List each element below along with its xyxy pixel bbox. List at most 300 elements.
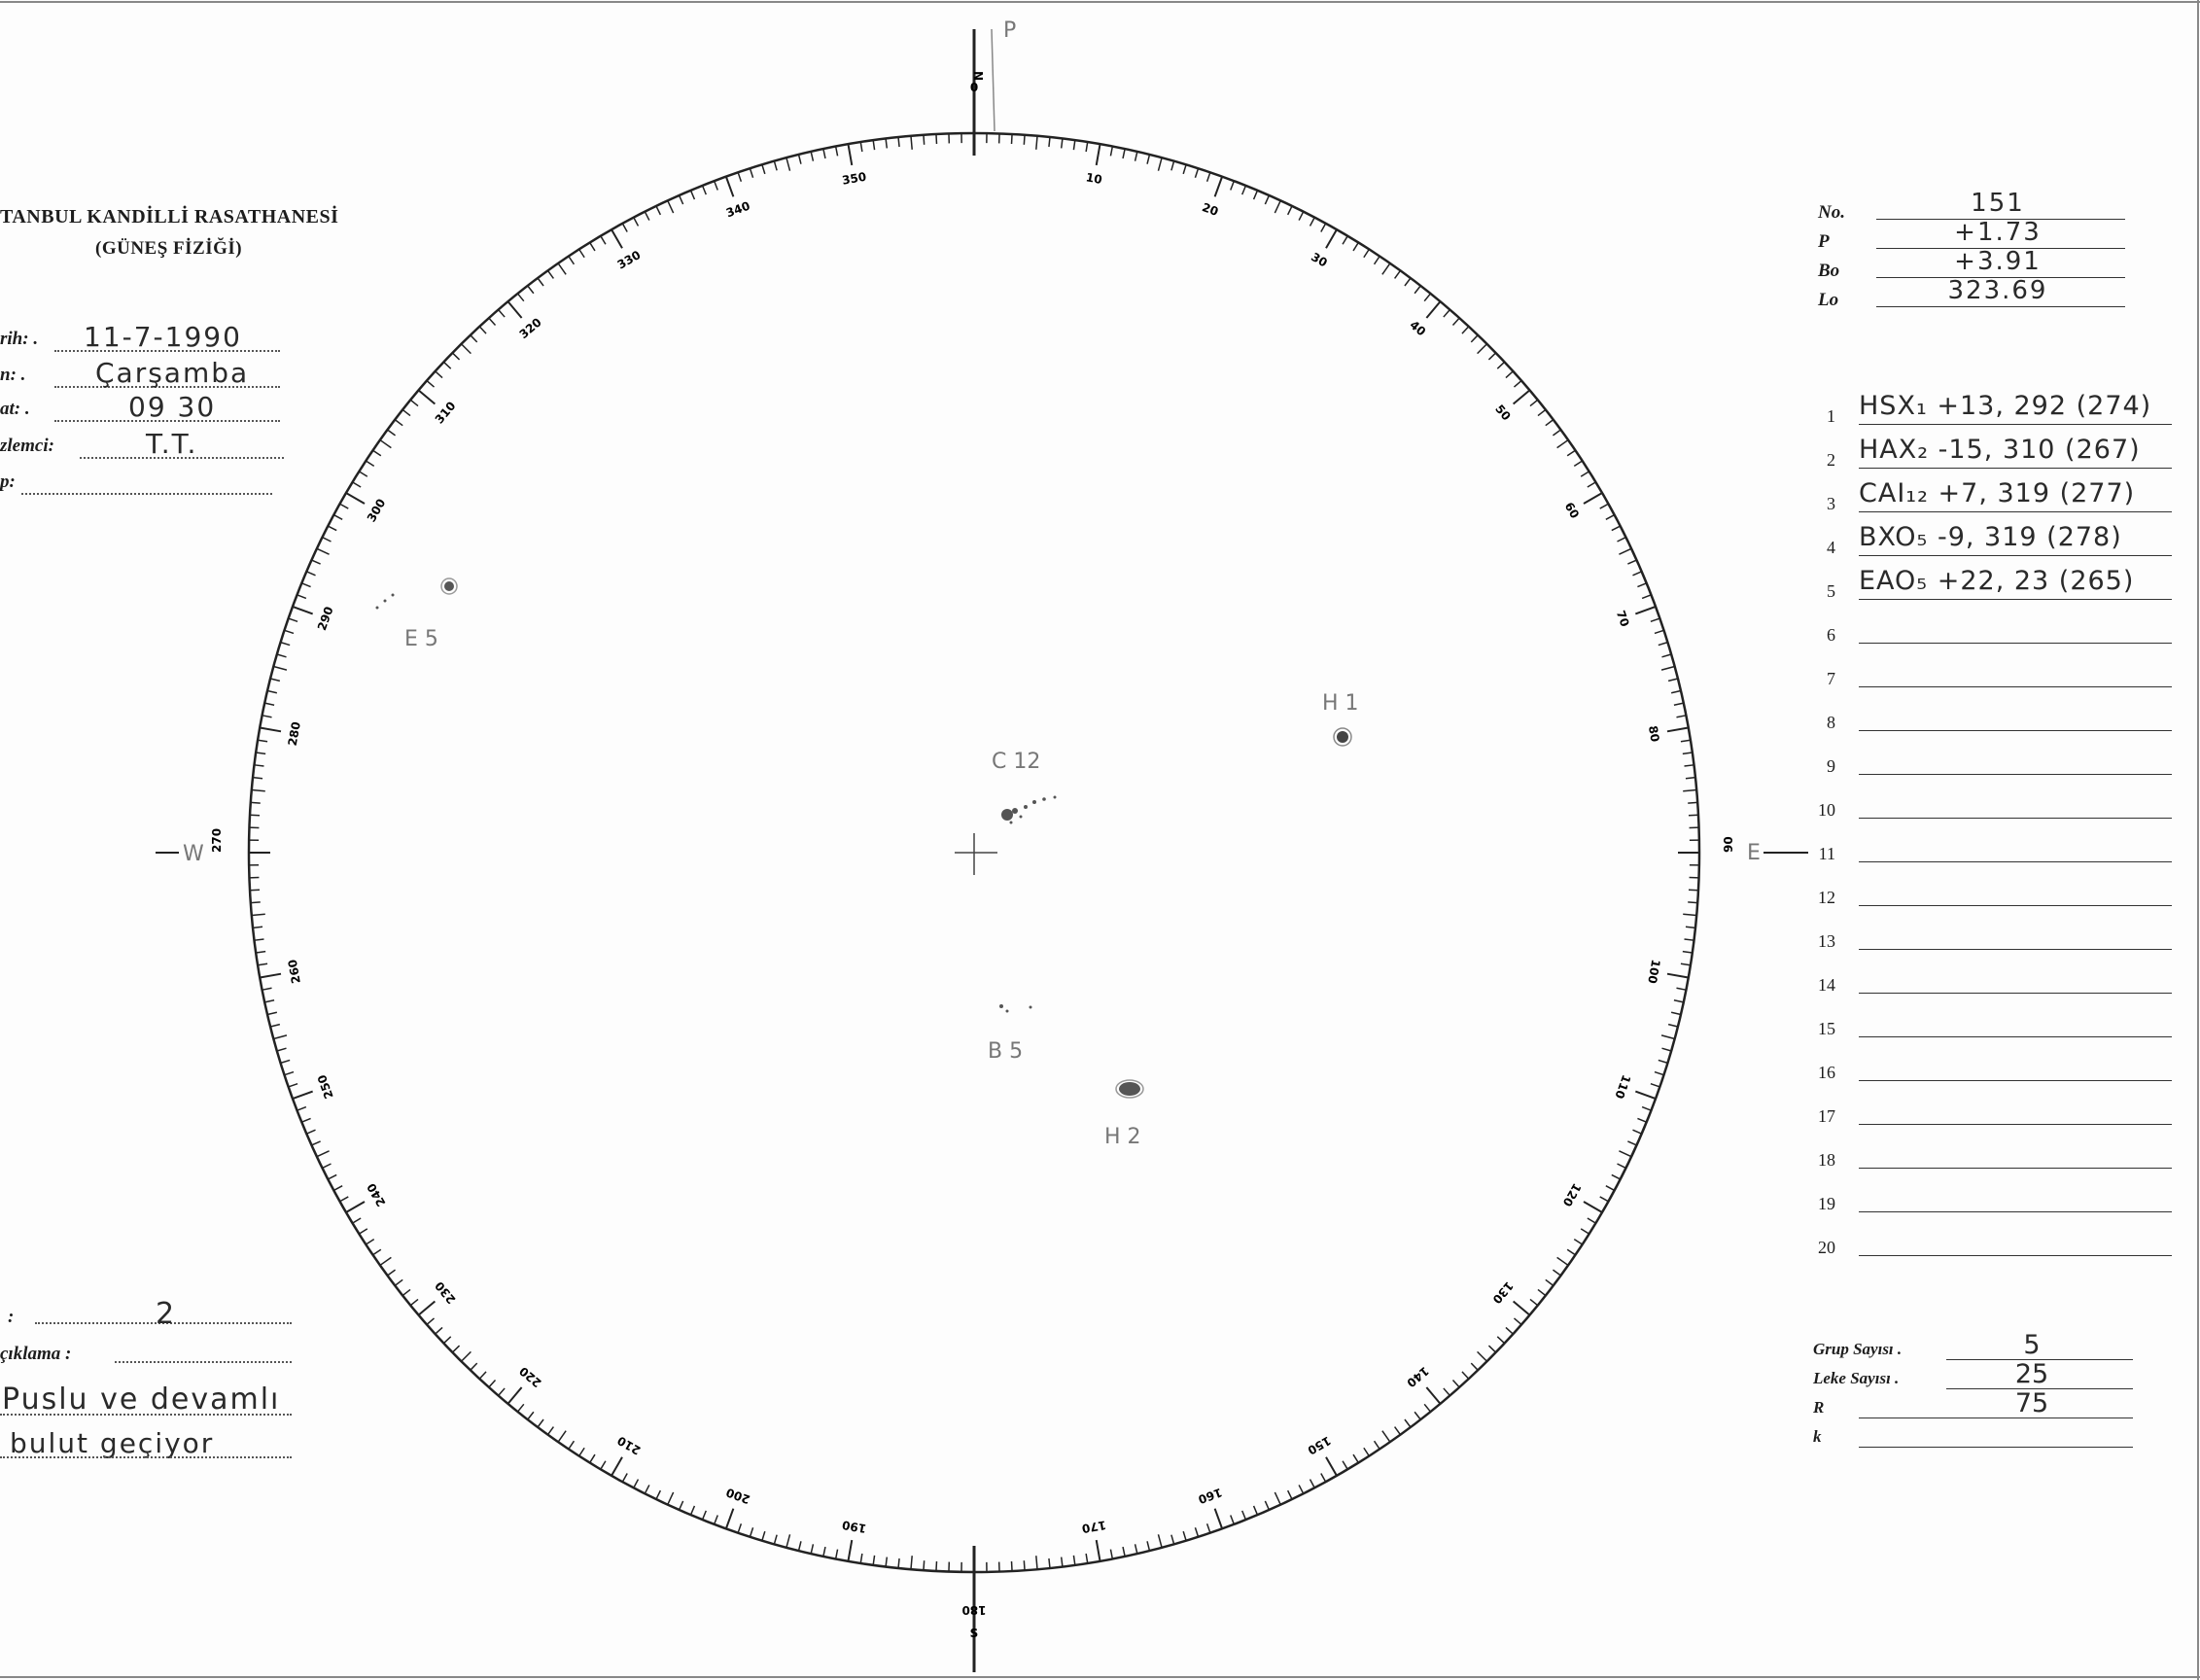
degree-tick xyxy=(1514,381,1521,388)
degree-label: 300 xyxy=(364,496,389,525)
degree-tick xyxy=(1254,191,1258,199)
group-row-value-3: BXO₅ -9, 319 (278) xyxy=(1859,522,2122,552)
group-row-value-4: EAO₅ +22, 23 (265) xyxy=(1859,566,2135,596)
degree-tick xyxy=(1195,168,1198,178)
degree-tick xyxy=(1681,740,1691,742)
degree-tick xyxy=(1676,716,1686,718)
degree-tick xyxy=(1471,1363,1478,1370)
degree-tick xyxy=(1667,728,1689,732)
group-row-num-1: 2 xyxy=(1827,450,1835,470)
degree-label: 100 xyxy=(1645,958,1663,985)
degree-tick xyxy=(1497,362,1504,368)
obs-value-0: 11-7-1990 xyxy=(84,321,242,353)
degree-tick xyxy=(461,344,471,354)
degree-tick xyxy=(507,1387,521,1404)
obs-label-3: zlemci: xyxy=(0,436,54,456)
degree-tick xyxy=(489,1380,496,1386)
sunspot-group-e5 xyxy=(376,578,458,651)
degree-tick xyxy=(622,1473,627,1482)
obs-label-1: n: . xyxy=(0,365,26,385)
param-value-2: +3.91 xyxy=(1954,247,2042,276)
group-row-num-9: 10 xyxy=(1818,800,1835,820)
group-row-value-1: HAX₂ -15, 310 (267) xyxy=(1859,435,2141,465)
degree-tick xyxy=(1147,1541,1149,1551)
degree-tick xyxy=(333,515,342,520)
degree-tick xyxy=(1584,493,1602,504)
degree-tick xyxy=(395,420,402,426)
degree-label: 250 xyxy=(314,1072,336,1101)
degree-tick xyxy=(489,318,496,325)
degree-tick xyxy=(668,200,674,213)
degree-tick xyxy=(1488,353,1495,360)
param-line-3 xyxy=(1876,306,2125,307)
degree-tick xyxy=(333,1186,342,1191)
group-row-num-3: 4 xyxy=(1827,538,1835,557)
degree-tick xyxy=(499,1388,506,1396)
east-degree: 90 xyxy=(1722,836,1735,853)
group-label-h1: H 1 xyxy=(1322,691,1359,716)
degree-tick xyxy=(340,1197,349,1202)
count-label: : xyxy=(8,1307,15,1327)
degree-tick xyxy=(479,1372,486,1379)
group-row-num-2: 3 xyxy=(1827,494,1835,513)
degree-tick xyxy=(873,1556,874,1565)
summary-label-0: Grup Sayısı . xyxy=(1813,1340,1903,1358)
degree-tick xyxy=(1024,1560,1025,1570)
degree-tick xyxy=(715,181,718,190)
degree-tick xyxy=(1688,902,1697,903)
degree-tick xyxy=(395,1279,402,1285)
degree-tick xyxy=(410,1299,418,1305)
degree-tick xyxy=(289,1084,297,1087)
degree-tick xyxy=(1110,147,1112,157)
west-degree: 270 xyxy=(210,827,224,853)
degree-tick xyxy=(260,728,281,732)
degree-tick xyxy=(1426,1387,1440,1404)
degree-tick xyxy=(1588,482,1596,487)
degree-tick xyxy=(1375,257,1380,264)
degree-tick xyxy=(260,974,281,978)
degree-tick xyxy=(1600,1197,1609,1202)
degree-label: 10 xyxy=(1084,170,1103,188)
degree-tick xyxy=(738,172,741,181)
east-letter: E xyxy=(1747,841,1761,865)
degree-tick xyxy=(1497,1337,1504,1344)
degree-tick xyxy=(1635,607,1656,614)
degree-tick xyxy=(1215,1509,1223,1529)
degree-tick xyxy=(1683,790,1696,791)
remark-text-2: bulut geçiyor xyxy=(10,1427,215,1459)
degree-tick xyxy=(1618,1164,1626,1168)
degree-tick xyxy=(1364,249,1369,257)
degree-label: 150 xyxy=(1305,1433,1334,1458)
degree-tick xyxy=(1452,318,1459,325)
degree-tick xyxy=(353,482,362,487)
degree-label: 80 xyxy=(1645,724,1662,744)
degree-tick xyxy=(1553,430,1560,436)
degree-tick xyxy=(273,1035,287,1039)
north-degree: 0 xyxy=(969,81,979,94)
group-row-line-19 xyxy=(1859,1255,2172,1256)
group-row-num-10: 11 xyxy=(1818,844,1835,863)
degree-tick xyxy=(306,572,315,576)
degree-tick xyxy=(452,1346,459,1352)
degree-tick xyxy=(317,1151,330,1157)
degree-tick xyxy=(1659,1060,1668,1063)
degree-tick xyxy=(359,1229,367,1234)
degree-label: 210 xyxy=(614,1433,644,1458)
degree-tick xyxy=(634,218,639,227)
group-row-num-12: 13 xyxy=(1818,931,1835,951)
degree-tick xyxy=(1581,472,1589,476)
degree-tick xyxy=(281,643,291,646)
degree-tick xyxy=(548,270,554,278)
degree-tick xyxy=(1637,1118,1646,1122)
param-value-0: 151 xyxy=(1971,189,2025,218)
degree-tick xyxy=(680,1501,683,1510)
degree-label: 220 xyxy=(516,1363,544,1390)
degree-tick xyxy=(1382,1431,1390,1442)
degree-tick xyxy=(499,310,506,318)
degree-tick xyxy=(1024,135,1025,145)
degree-tick xyxy=(1557,440,1568,448)
degree-tick xyxy=(255,765,264,766)
degree-tick xyxy=(373,450,381,456)
group-row-num-8: 9 xyxy=(1827,756,1835,776)
degree-tick xyxy=(1147,155,1149,164)
degree-tick xyxy=(1353,242,1358,250)
group-row-line-9 xyxy=(1859,818,2172,819)
degree-tick xyxy=(471,335,477,342)
degree-tick xyxy=(1546,420,1554,426)
obs-label-0: rih: . xyxy=(0,329,39,349)
degree-tick xyxy=(936,1561,937,1571)
degree-tick xyxy=(1097,144,1100,165)
group-label-c12: C 12 xyxy=(992,750,1041,774)
degree-tick xyxy=(301,583,310,587)
degree-tick xyxy=(1310,218,1315,227)
obs-line-4 xyxy=(21,493,272,495)
degree-tick xyxy=(1310,1480,1315,1488)
degree-label: 40 xyxy=(1407,317,1429,339)
degree-tick xyxy=(1353,1454,1358,1462)
degree-tick xyxy=(311,1141,320,1145)
degree-tick xyxy=(1478,1351,1487,1361)
degree-tick xyxy=(1651,618,1659,621)
degree-tick xyxy=(410,400,418,405)
degree-tick xyxy=(738,1523,741,1532)
degree-tick xyxy=(258,963,267,965)
degree-tick xyxy=(1683,914,1696,915)
degree-label: 140 xyxy=(1404,1363,1432,1390)
degree-tick xyxy=(590,242,595,250)
degree-tick xyxy=(590,1454,595,1462)
degree-label: 310 xyxy=(432,399,459,427)
group-row-line-6 xyxy=(1859,686,2172,687)
degree-tick xyxy=(1321,224,1326,232)
degree-tick xyxy=(1584,1202,1602,1212)
degree-tick xyxy=(1567,450,1575,456)
degree-tick xyxy=(886,1558,887,1567)
group-row-value-2: CAI₁₂ +7, 319 (277) xyxy=(1859,478,2136,508)
degree-tick xyxy=(285,630,295,633)
group-row-num-16: 17 xyxy=(1818,1106,1835,1126)
degree-tick xyxy=(691,1506,695,1515)
degree-tick xyxy=(548,1427,554,1435)
degree-tick xyxy=(1506,1327,1513,1334)
degree-tick xyxy=(281,1060,291,1063)
group-row-num-6: 7 xyxy=(1827,669,1835,688)
degree-tick xyxy=(322,1164,331,1168)
group-row-value-0: HSX₁ +13, 292 (274) xyxy=(1859,391,2152,421)
group-row-line-13 xyxy=(1859,993,2172,994)
degree-tick xyxy=(366,461,373,466)
degree-tick xyxy=(1343,236,1347,245)
degree-tick xyxy=(1619,548,1631,554)
param-label-0: No. xyxy=(1818,202,1845,223)
degree-tick xyxy=(1627,560,1636,564)
degree-tick xyxy=(911,136,912,150)
degree-tick xyxy=(1689,890,1698,891)
group-row-line-8 xyxy=(1859,774,2172,775)
degree-label: 350 xyxy=(841,169,868,188)
group-row-line-11 xyxy=(1859,905,2172,906)
degree-label: 340 xyxy=(723,198,752,221)
degree-tick xyxy=(461,1351,471,1361)
degree-tick xyxy=(1135,152,1137,161)
degree-tick xyxy=(836,147,838,157)
summary-label-2: R xyxy=(1813,1398,1825,1417)
degree-tick xyxy=(1606,1186,1615,1191)
degree-tick xyxy=(1395,1427,1401,1435)
degree-label: 70 xyxy=(1613,608,1632,629)
group-row-line-15 xyxy=(1859,1080,2172,1081)
degree-tick xyxy=(726,177,734,197)
degree-tick xyxy=(1642,595,1651,599)
degree-tick xyxy=(1478,344,1487,354)
degree-tick xyxy=(1207,172,1210,181)
degree-tick xyxy=(898,137,899,147)
degree-tick xyxy=(1343,1461,1347,1470)
sunspot-group-h1 xyxy=(1322,691,1359,746)
degree-label: 20 xyxy=(1200,200,1221,219)
degree-tick xyxy=(267,1012,277,1014)
degree-tick xyxy=(538,278,543,286)
degree-tick xyxy=(1231,1516,1235,1524)
group-row-line-14 xyxy=(1859,1036,2172,1037)
obs-value-1: Çarşamba xyxy=(95,357,250,389)
group-row-line-10 xyxy=(1859,861,2172,862)
degree-tick xyxy=(1265,1501,1269,1510)
degree-label: 170 xyxy=(1080,1518,1107,1536)
degree-tick xyxy=(436,1327,442,1334)
degree-tick xyxy=(1265,195,1269,204)
sunspot-group-b5 xyxy=(988,1004,1032,1064)
degree-tick xyxy=(1668,679,1678,681)
degree-tick xyxy=(340,504,349,508)
group-row-num-0: 1 xyxy=(1827,406,1835,426)
degree-tick xyxy=(402,409,410,415)
degree-tick xyxy=(703,186,707,194)
summary-value-2: 75 xyxy=(2014,1388,2049,1418)
degree-tick xyxy=(1627,1141,1636,1145)
degree-label: 60 xyxy=(1561,500,1583,521)
degree-tick xyxy=(601,236,606,245)
group-row-line-5 xyxy=(1859,643,2172,644)
degree-tick xyxy=(1546,1279,1554,1285)
degree-tick xyxy=(579,249,584,257)
degree-tick xyxy=(1688,802,1697,803)
degree-tick xyxy=(1288,206,1292,215)
degree-tick xyxy=(750,1527,752,1537)
degree-tick xyxy=(273,666,287,670)
degree-tick xyxy=(1557,1257,1568,1265)
degree-tick xyxy=(924,135,925,145)
degree-tick xyxy=(1326,1457,1337,1476)
group-row-line-12 xyxy=(1859,949,2172,950)
degree-tick xyxy=(1488,1346,1495,1352)
degree-tick xyxy=(1612,1174,1621,1179)
degree-tick xyxy=(1606,515,1615,520)
degree-tick xyxy=(886,139,887,149)
degree-tick xyxy=(924,1560,925,1570)
degree-tick xyxy=(1444,310,1450,318)
degree-tick xyxy=(402,1289,410,1295)
degree-tick xyxy=(911,1556,912,1569)
degree-tick xyxy=(1158,158,1162,171)
degree-tick xyxy=(436,371,442,378)
degree-tick xyxy=(1395,270,1401,278)
degree-tick xyxy=(252,914,265,915)
group-row-num-14: 15 xyxy=(1818,1019,1835,1038)
degree-label: 280 xyxy=(285,720,303,748)
degree-tick xyxy=(1655,630,1664,633)
degree-tick xyxy=(285,1072,295,1075)
group-label-h2: H 2 xyxy=(1104,1125,1141,1149)
group-row-line-7 xyxy=(1859,730,2172,731)
summary-label-1: Leke Sayısı . xyxy=(1813,1369,1900,1387)
degree-tick xyxy=(762,164,765,174)
degree-tick xyxy=(1275,1492,1280,1505)
degree-label: 260 xyxy=(285,958,303,985)
degree-tick xyxy=(1171,1535,1174,1545)
degree-tick xyxy=(317,548,330,554)
param-value-1: +1.73 xyxy=(1954,218,2042,247)
degree-tick xyxy=(427,381,435,388)
group-row-line-3 xyxy=(1859,555,2172,556)
degree-tick xyxy=(1642,1107,1651,1111)
degree-tick xyxy=(656,206,660,215)
degree-tick xyxy=(256,752,265,753)
degree-label: 110 xyxy=(1612,1072,1634,1101)
degree-tick xyxy=(1073,1556,1074,1565)
degree-tick xyxy=(1382,263,1390,274)
degree-tick xyxy=(1424,1404,1430,1412)
degree-tick xyxy=(1375,1441,1380,1449)
degree-tick xyxy=(936,134,937,144)
degree-tick xyxy=(277,654,287,657)
degree-tick xyxy=(346,1202,365,1212)
degree-tick xyxy=(811,152,813,161)
degree-tick xyxy=(1123,149,1125,158)
degree-tick xyxy=(1426,301,1440,318)
remark-line-0 xyxy=(115,1361,292,1363)
degree-tick xyxy=(1553,1270,1560,1276)
degree-tick xyxy=(645,212,649,221)
group-row-line-4 xyxy=(1859,599,2172,600)
degree-label: 190 xyxy=(841,1518,868,1536)
degree-tick xyxy=(353,1218,362,1223)
degree-tick xyxy=(306,1130,315,1134)
degree-tick xyxy=(1632,572,1641,576)
north-letter: N xyxy=(971,70,985,82)
degree-tick xyxy=(634,1480,639,1488)
param-label-3: Lo xyxy=(1818,290,1839,310)
degree-tick xyxy=(848,144,852,165)
degree-tick xyxy=(1036,1556,1037,1569)
sunspot-group-h2 xyxy=(1104,1080,1143,1149)
degree-tick xyxy=(293,607,313,614)
degree-tick xyxy=(1574,461,1582,466)
degree-tick xyxy=(1668,1025,1678,1027)
degree-label: 30 xyxy=(1309,250,1330,270)
degree-tick xyxy=(1414,286,1420,294)
degree-tick xyxy=(622,224,627,232)
degree-tick xyxy=(252,790,265,791)
degree-tick xyxy=(1600,504,1609,508)
degree-tick xyxy=(1207,1523,1210,1532)
degree-tick xyxy=(253,778,262,779)
degree-tick xyxy=(1655,1072,1664,1075)
group-row-num-18: 19 xyxy=(1818,1194,1835,1213)
degree-tick xyxy=(645,1485,649,1493)
degree-tick xyxy=(558,1431,566,1442)
degree-tick xyxy=(387,430,395,436)
degree-tick xyxy=(1299,1485,1304,1493)
group-row-num-5: 6 xyxy=(1827,625,1835,645)
degree-tick xyxy=(1681,963,1691,965)
summary-line-3 xyxy=(1859,1447,2133,1448)
group-row-num-7: 8 xyxy=(1827,713,1835,732)
degree-tick xyxy=(1689,815,1698,816)
degree-tick xyxy=(346,493,365,504)
degree-tick xyxy=(1405,1419,1411,1427)
degree-tick xyxy=(452,353,459,360)
degree-tick xyxy=(538,1419,543,1427)
degree-tick xyxy=(1275,200,1280,213)
summary-value-1: 25 xyxy=(2014,1359,2049,1389)
degree-tick xyxy=(1215,177,1223,197)
group-row-line-17 xyxy=(1859,1168,2172,1169)
degree-tick xyxy=(848,1540,852,1561)
degree-tick xyxy=(419,390,436,403)
obs-label-2: at: . xyxy=(0,399,30,419)
degree-tick xyxy=(1288,1490,1292,1499)
degree-tick xyxy=(774,161,777,171)
degree-tick xyxy=(262,716,272,718)
degree-tick xyxy=(1012,134,1013,144)
degree-tick xyxy=(1581,1229,1589,1234)
degree-tick xyxy=(264,703,274,705)
degree-tick xyxy=(799,155,801,164)
degree-tick xyxy=(366,1240,373,1244)
degree-tick xyxy=(1667,974,1689,978)
degree-tick xyxy=(1242,186,1246,194)
degree-tick xyxy=(1661,1035,1675,1039)
degree-tick xyxy=(1062,1558,1063,1567)
obs-label-4: p: xyxy=(0,472,16,492)
degree-tick xyxy=(322,538,331,542)
